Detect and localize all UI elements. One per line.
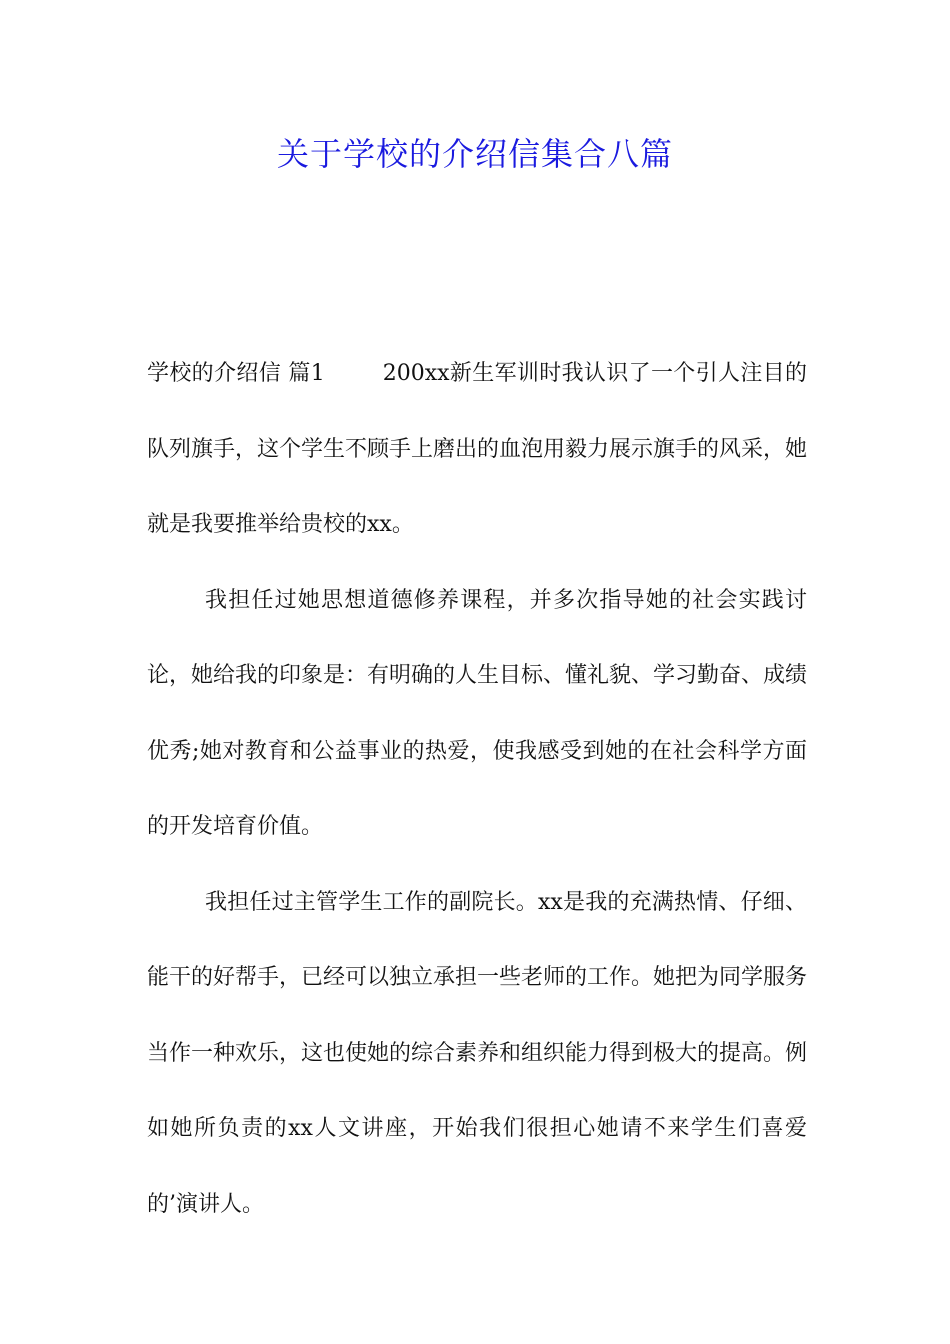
paragraph-text: 200xx新生军训时我认识了一个引人注目的队列旗手，这个学生不顾手上磨出的血泡用毅力展示旗手的风采，她就是我要推举给贵校的xx。 [147, 361, 808, 537]
paragraph: 我担任过她思想道德修养课程，并多次指导她的社会实践讨论，她给我的印象是：有明确的人生目标、懂礼貌、学习勤奋、成绩优秀;她对教育和公益事业的热爱，使我感受到她的在社会科学方面的开发培育价值。 [147, 587, 808, 839]
paragraph: 我担任过主管学生工作的副院长。xx是我的充满热情、仔细、能干的好帮手，已经可以独立承担一些老师的工作。她把为同学服务当作一种欢乐，这也使她的综合素养和组织能力得到极大的提高。例如她所负责的xx人文讲座，开始我们很担心她请不来学生们喜爱的’演讲人。 [147, 889, 808, 1217]
paragraph-first [147, 336, 807, 563]
section-heading: 学校的介绍信 篇1 [147, 361, 325, 386]
document-title: 关于学校的介绍信集合八篇 [276, 135, 673, 173]
document-body [147, 336, 807, 1242]
